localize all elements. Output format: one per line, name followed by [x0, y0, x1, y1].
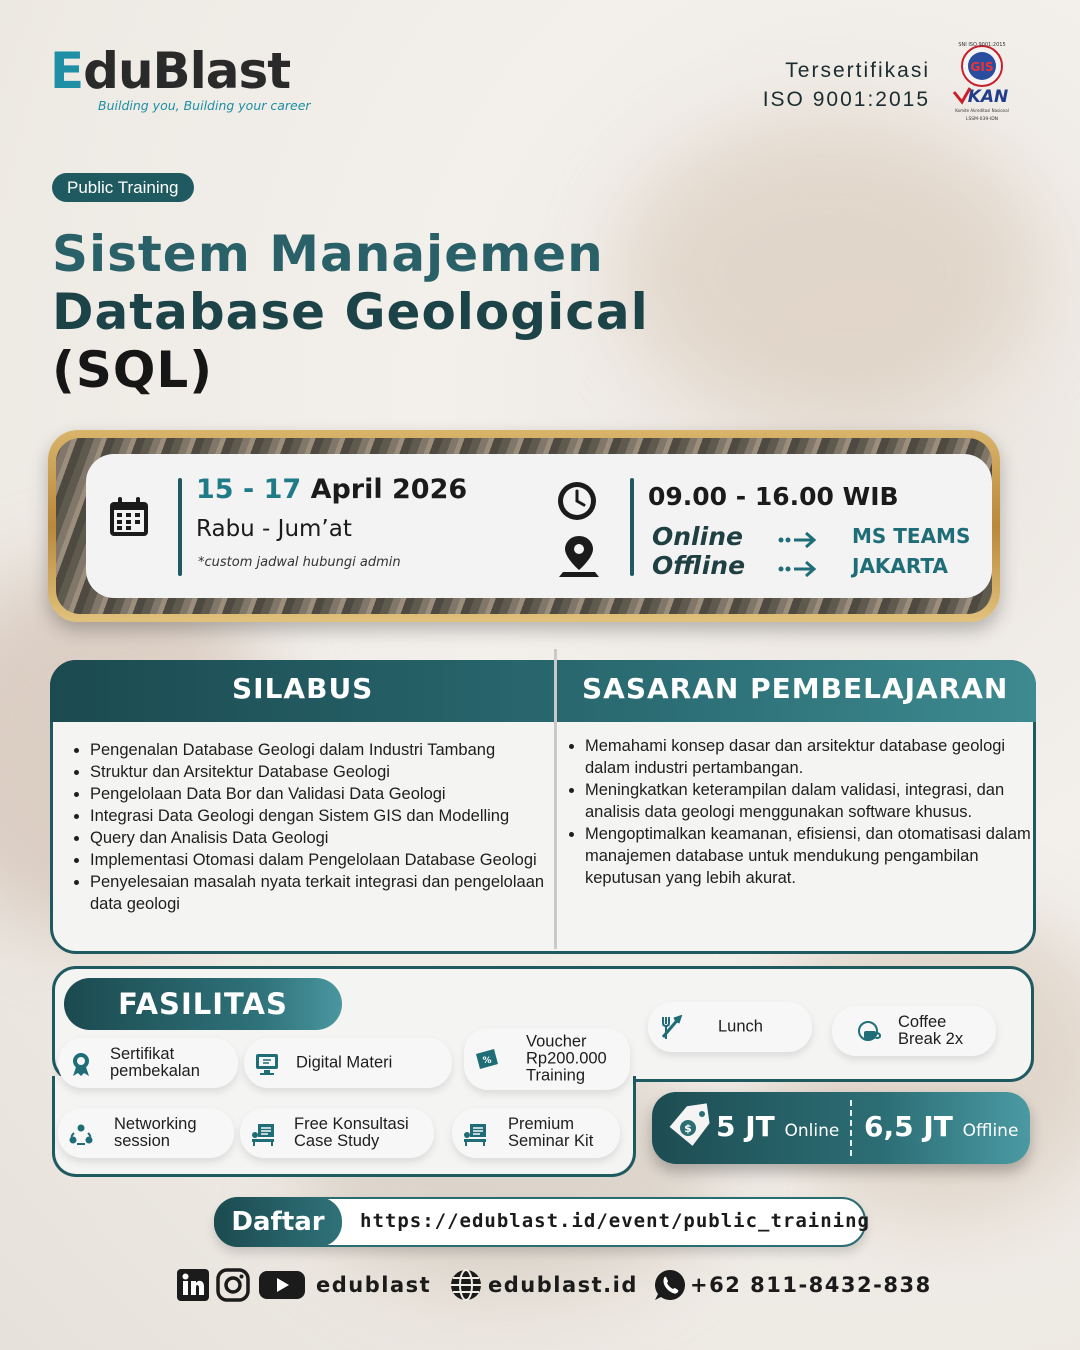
price-separator	[850, 1100, 852, 1156]
facility-label: Digital Materi	[296, 1053, 393, 1072]
facility-label: Lunch	[718, 1017, 763, 1036]
syllabus-item: • Implementasi Otomasi dalam Pengelolaan Database Geologi	[90, 849, 560, 871]
logo-word: duBlast	[83, 42, 291, 100]
online-price-value: 5 JT	[716, 1110, 775, 1143]
syllabus-item: • Struktur dan Arsitektur Database Geologi	[90, 761, 560, 783]
background-blob	[620, 120, 1040, 420]
cert-line-1: Tersertifikasi	[785, 59, 930, 82]
online-price-label: Online	[784, 1121, 840, 1141]
custom-schedule-note: *custom jadwal hubungi admin	[198, 555, 401, 570]
event-time: 09.00 - 16.00 WIB	[648, 482, 899, 511]
instagram-icon[interactable]	[216, 1268, 250, 1302]
event-date	[196, 474, 467, 505]
online-label: Online	[652, 522, 743, 551]
facility-digital-materi	[244, 1038, 452, 1088]
facility-seminar-kit	[452, 1108, 620, 1158]
register-url-link[interactable]: https://edublast.id/event/public_training	[360, 1210, 870, 1232]
badge-gis: GIS	[970, 60, 994, 74]
category-pill: Public Training	[52, 173, 194, 202]
syllabus-item: • Pengelolaan Data Bor dan Validasi Data Geologi	[90, 783, 560, 805]
facility-networking	[58, 1108, 234, 1158]
youtube-icon[interactable]	[258, 1268, 306, 1302]
syllabus-item: • Penyelesaian masalah nyata terkait integrasi dan pengelolaan data geologi	[90, 871, 560, 915]
website-link[interactable]: edublast.id	[488, 1273, 638, 1297]
syllabus-list	[70, 739, 560, 915]
schedule-card	[86, 454, 992, 598]
price-box	[652, 1092, 1030, 1164]
date-month: April 2026	[310, 474, 468, 505]
monitor-icon	[254, 1051, 280, 1077]
seminar-kit-icon	[462, 1121, 488, 1147]
facility-lunch	[648, 1002, 812, 1052]
offline-price-label: Offline	[962, 1121, 1019, 1141]
clock-icon	[556, 480, 598, 522]
syllabus-section	[50, 660, 1036, 954]
offline-destination: JAKARTA	[852, 554, 948, 578]
objective-item: • Meningkatkan keterampilan dalam validasi, integrasi, dan analisis data geologi menggunakan software khusus.	[585, 779, 1035, 823]
cert-line-2: ISO 9001:2015	[762, 88, 930, 111]
title-line-3: (SQL)	[52, 341, 214, 399]
badge-top: SNI ISO 9001:2015	[958, 42, 1006, 48]
cutlery-icon	[658, 1015, 684, 1041]
objective-item: • Mengoptimalkan keamanan, efisiensi, dan otomatisasi dalam manajemen database untuk mendukung pengambilan keputusan yang lebih akurat.	[585, 823, 1035, 889]
divider-bar	[178, 478, 182, 576]
certification-text	[763, 56, 930, 114]
online-destination: MS TEAMS	[852, 524, 971, 548]
register-label[interactable]: Daftar	[214, 1197, 342, 1247]
facility-label: Networking session	[114, 1115, 197, 1150]
arrow-right-icon	[778, 530, 818, 550]
objectives-heading: SASARAN PEMBELAJARAN	[582, 672, 1009, 705]
facilities-heading: FASILITAS	[64, 978, 342, 1030]
offline-price	[864, 1110, 1018, 1143]
iso-kan-badge-icon	[950, 40, 1014, 124]
networking-icon	[68, 1121, 94, 1147]
voucher-icon	[474, 1046, 500, 1072]
social-handle[interactable]: edublast	[316, 1273, 432, 1297]
facility-label: Coffee Break 2x	[898, 1013, 964, 1048]
page-title	[52, 225, 649, 399]
globe-icon	[449, 1268, 483, 1302]
logo-letter-e: E	[50, 42, 84, 100]
price-tag-icon	[664, 1102, 716, 1154]
event-days: Rabu - Jum’at	[196, 516, 352, 542]
schedule-banner	[48, 430, 1000, 622]
online-price	[716, 1110, 839, 1143]
date-range: 15 - 17	[196, 474, 302, 505]
facility-voucher	[464, 1028, 630, 1090]
offline-label: Offline	[652, 551, 746, 580]
facility-coffee-break	[832, 1006, 996, 1056]
register-bar[interactable]	[214, 1197, 870, 1247]
edublast-logo[interactable]	[50, 42, 311, 113]
title-line-2: Database Geological	[52, 283, 649, 341]
divider-bar	[630, 478, 634, 576]
facility-certificate	[58, 1038, 238, 1088]
location-pin-icon	[559, 534, 599, 578]
facility-label: Sertifikat pembekalan	[110, 1045, 200, 1080]
phone-number[interactable]: +62 811-8432-838	[690, 1273, 932, 1297]
offline-price-value: 6,5 JT	[864, 1110, 953, 1143]
svg-text:%: %	[482, 1056, 492, 1066]
syllabus-item: • Integrasi Data Geologi dengan Sistem GIS dan Modelling	[90, 805, 560, 827]
logo-tagline: Building you, Building your career	[98, 98, 311, 113]
syllabus-heading: SILABUS	[232, 672, 374, 705]
calendar-icon	[108, 496, 150, 538]
syllabus-item: • Pengenalan Database Geologi dalam Industri Tambang	[90, 739, 560, 761]
consultation-icon	[250, 1121, 276, 1147]
whatsapp-icon[interactable]	[653, 1268, 687, 1302]
syllabus-header	[50, 660, 1036, 722]
badge-sub: Komite Akreditasi Nasional	[955, 108, 1009, 113]
linkedin-icon[interactable]	[176, 1268, 210, 1302]
badge-kan: KAN	[967, 87, 1009, 107]
badge-code: LSSM-039-IDN	[965, 117, 999, 122]
coffee-cup-icon	[856, 1019, 882, 1045]
arrow-right-icon	[778, 559, 818, 579]
svg-text:$: $	[684, 1122, 692, 1135]
facility-label: Voucher Rp200.000 Training	[526, 1032, 607, 1085]
objective-item: • Memahami konsep dasar dan arsitektur database geologi dalam industri pertambangan.	[585, 735, 1035, 779]
facility-label: Free Konsultasi Case Study	[294, 1115, 409, 1150]
title-line-1: Sistem Manajemen	[52, 225, 604, 283]
syllabus-item: • Query dan Analisis Data Geologi	[90, 827, 560, 849]
facility-label: Premium Seminar Kit	[508, 1115, 594, 1150]
certificate-icon	[68, 1051, 94, 1077]
objectives-list	[565, 735, 1035, 889]
facility-konsultasi	[240, 1108, 434, 1158]
